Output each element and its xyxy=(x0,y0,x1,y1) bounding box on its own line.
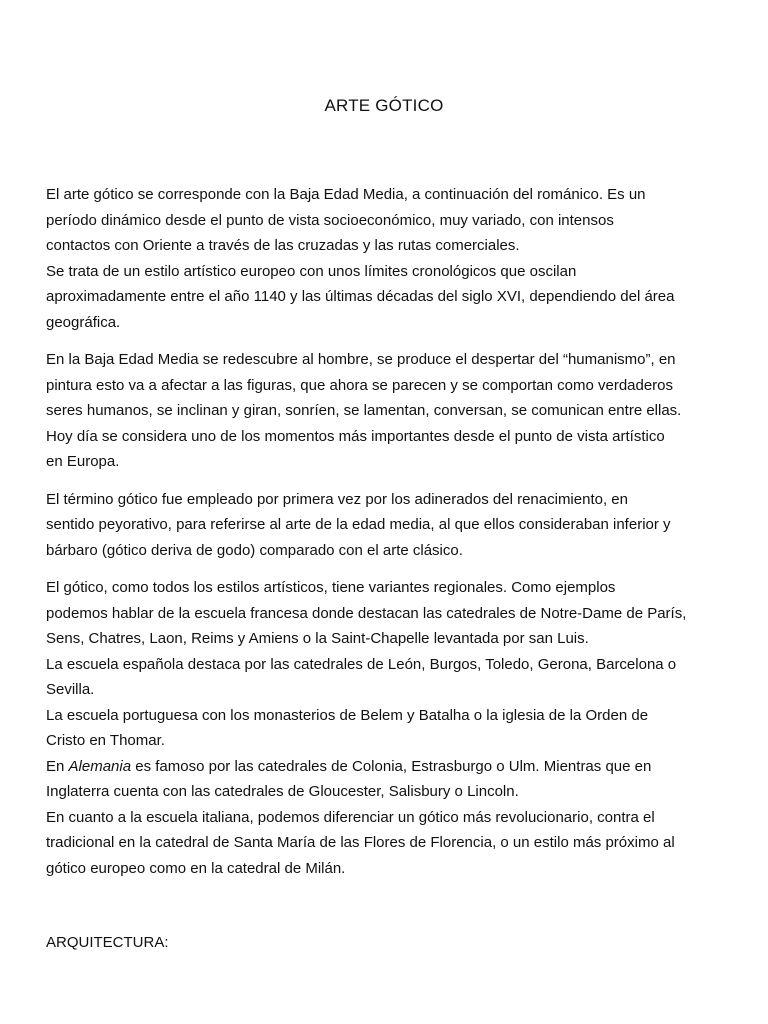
text-line: Cristo en Thomar. xyxy=(46,732,165,749)
text-line: Sevilla. xyxy=(46,681,95,698)
text-line: pintura esto va a afectar a las figuras, que ahora se parecen y se comportan como verdaderos xyxy=(46,376,674,394)
text-line: geográfica. xyxy=(46,313,121,331)
text-line: La escuela española destaca por las catedrales de León, Burgos, Toledo, Gerona, Barcelona o xyxy=(46,655,677,673)
text-line: El término gótico fue empleado por primera vez por los adinerados del renacimiento, en xyxy=(46,490,628,508)
alemania-prefix: En xyxy=(46,757,69,775)
text-line: En cuanto a la escuela italiana, podemos diferenciar un gótico más revolucionario, contra el xyxy=(46,808,655,826)
text-line: gótico europeo como en la catedral de Milán. xyxy=(46,859,346,877)
section-heading-arquitectura: ARQUITECTURA: xyxy=(46,934,169,951)
text-line: contactos con Oriente a través de las cruzadas y las rutas comerciales. xyxy=(46,237,520,254)
text-line-alemania xyxy=(46,754,726,780)
text-line: El gótico, como todos los estilos artísticos, tiene variantes regionales. Como ejemplos xyxy=(46,579,616,596)
text-line: El arte gótico se corresponde con la Baja Edad Media, a continuación del románico. Es un xyxy=(46,186,646,203)
text-line: sentido peyorativo, para referirse al arte de la edad media, al que ellos consideraban inferior y xyxy=(46,516,671,533)
document-body xyxy=(46,182,726,893)
paragraph-termino-gotico xyxy=(46,487,726,564)
text-line: Hoy día se considera uno de los momentos más importantes desde el punto de vista artístico xyxy=(46,427,665,445)
paragraph-humanismo xyxy=(46,347,726,475)
text-line: Sens, Chatres, Laon, Reims y Amiens o la Saint-Chapelle levantada por san Luis. xyxy=(46,630,589,647)
text-line: Inglaterra cuenta con las catedrales de Gloucester, Salisbury o Lincoln. xyxy=(46,783,519,800)
text-line: La escuela portuguesa con los monasterios de Belem y Batalha o la iglesia de la Orden de xyxy=(46,706,649,724)
alemania-suffix: es famoso por las catedrales de Colonia, Estrasburgo o Ulm. Mientras que en xyxy=(131,757,652,775)
text-line: seres humanos, se inclinan y giran, sonríen, se lamentan, conversan, se comunican entre ellas. xyxy=(46,402,682,419)
page-title: ARTE GÓTICO xyxy=(324,96,444,115)
text-line: En la Baja Edad Media se redescubre al hombre, se produce el despertar del “humanismo”, en xyxy=(46,351,676,368)
text-line: en Europa. xyxy=(46,453,120,470)
text-line: aproximadamente entre el año 1140 y las últimas décadas del siglo XVI, dependiendo del área xyxy=(46,288,675,305)
alemania-emphasis: Alemania xyxy=(68,757,132,775)
paragraph-variantes-regionales xyxy=(46,575,726,881)
text-line: período dinámico desde el punto de vista socioeconómico, muy variado, con intensos xyxy=(46,211,614,229)
text-line: tradicional en la catedral de Santa María de las Flores de Florencia, o un estilo más próximo al xyxy=(46,834,675,851)
text-line: podemos hablar de la escuela francesa donde destacan las catedrales de Notre-Dame de París, xyxy=(46,604,687,622)
text-line: bárbaro (gótico deriva de godo) comparado con el arte clásico. xyxy=(46,541,463,559)
paragraph-intro xyxy=(46,182,726,335)
text-line: Se trata de un estilo artístico europeo con unos límites cronológicos que oscilan xyxy=(46,262,577,280)
